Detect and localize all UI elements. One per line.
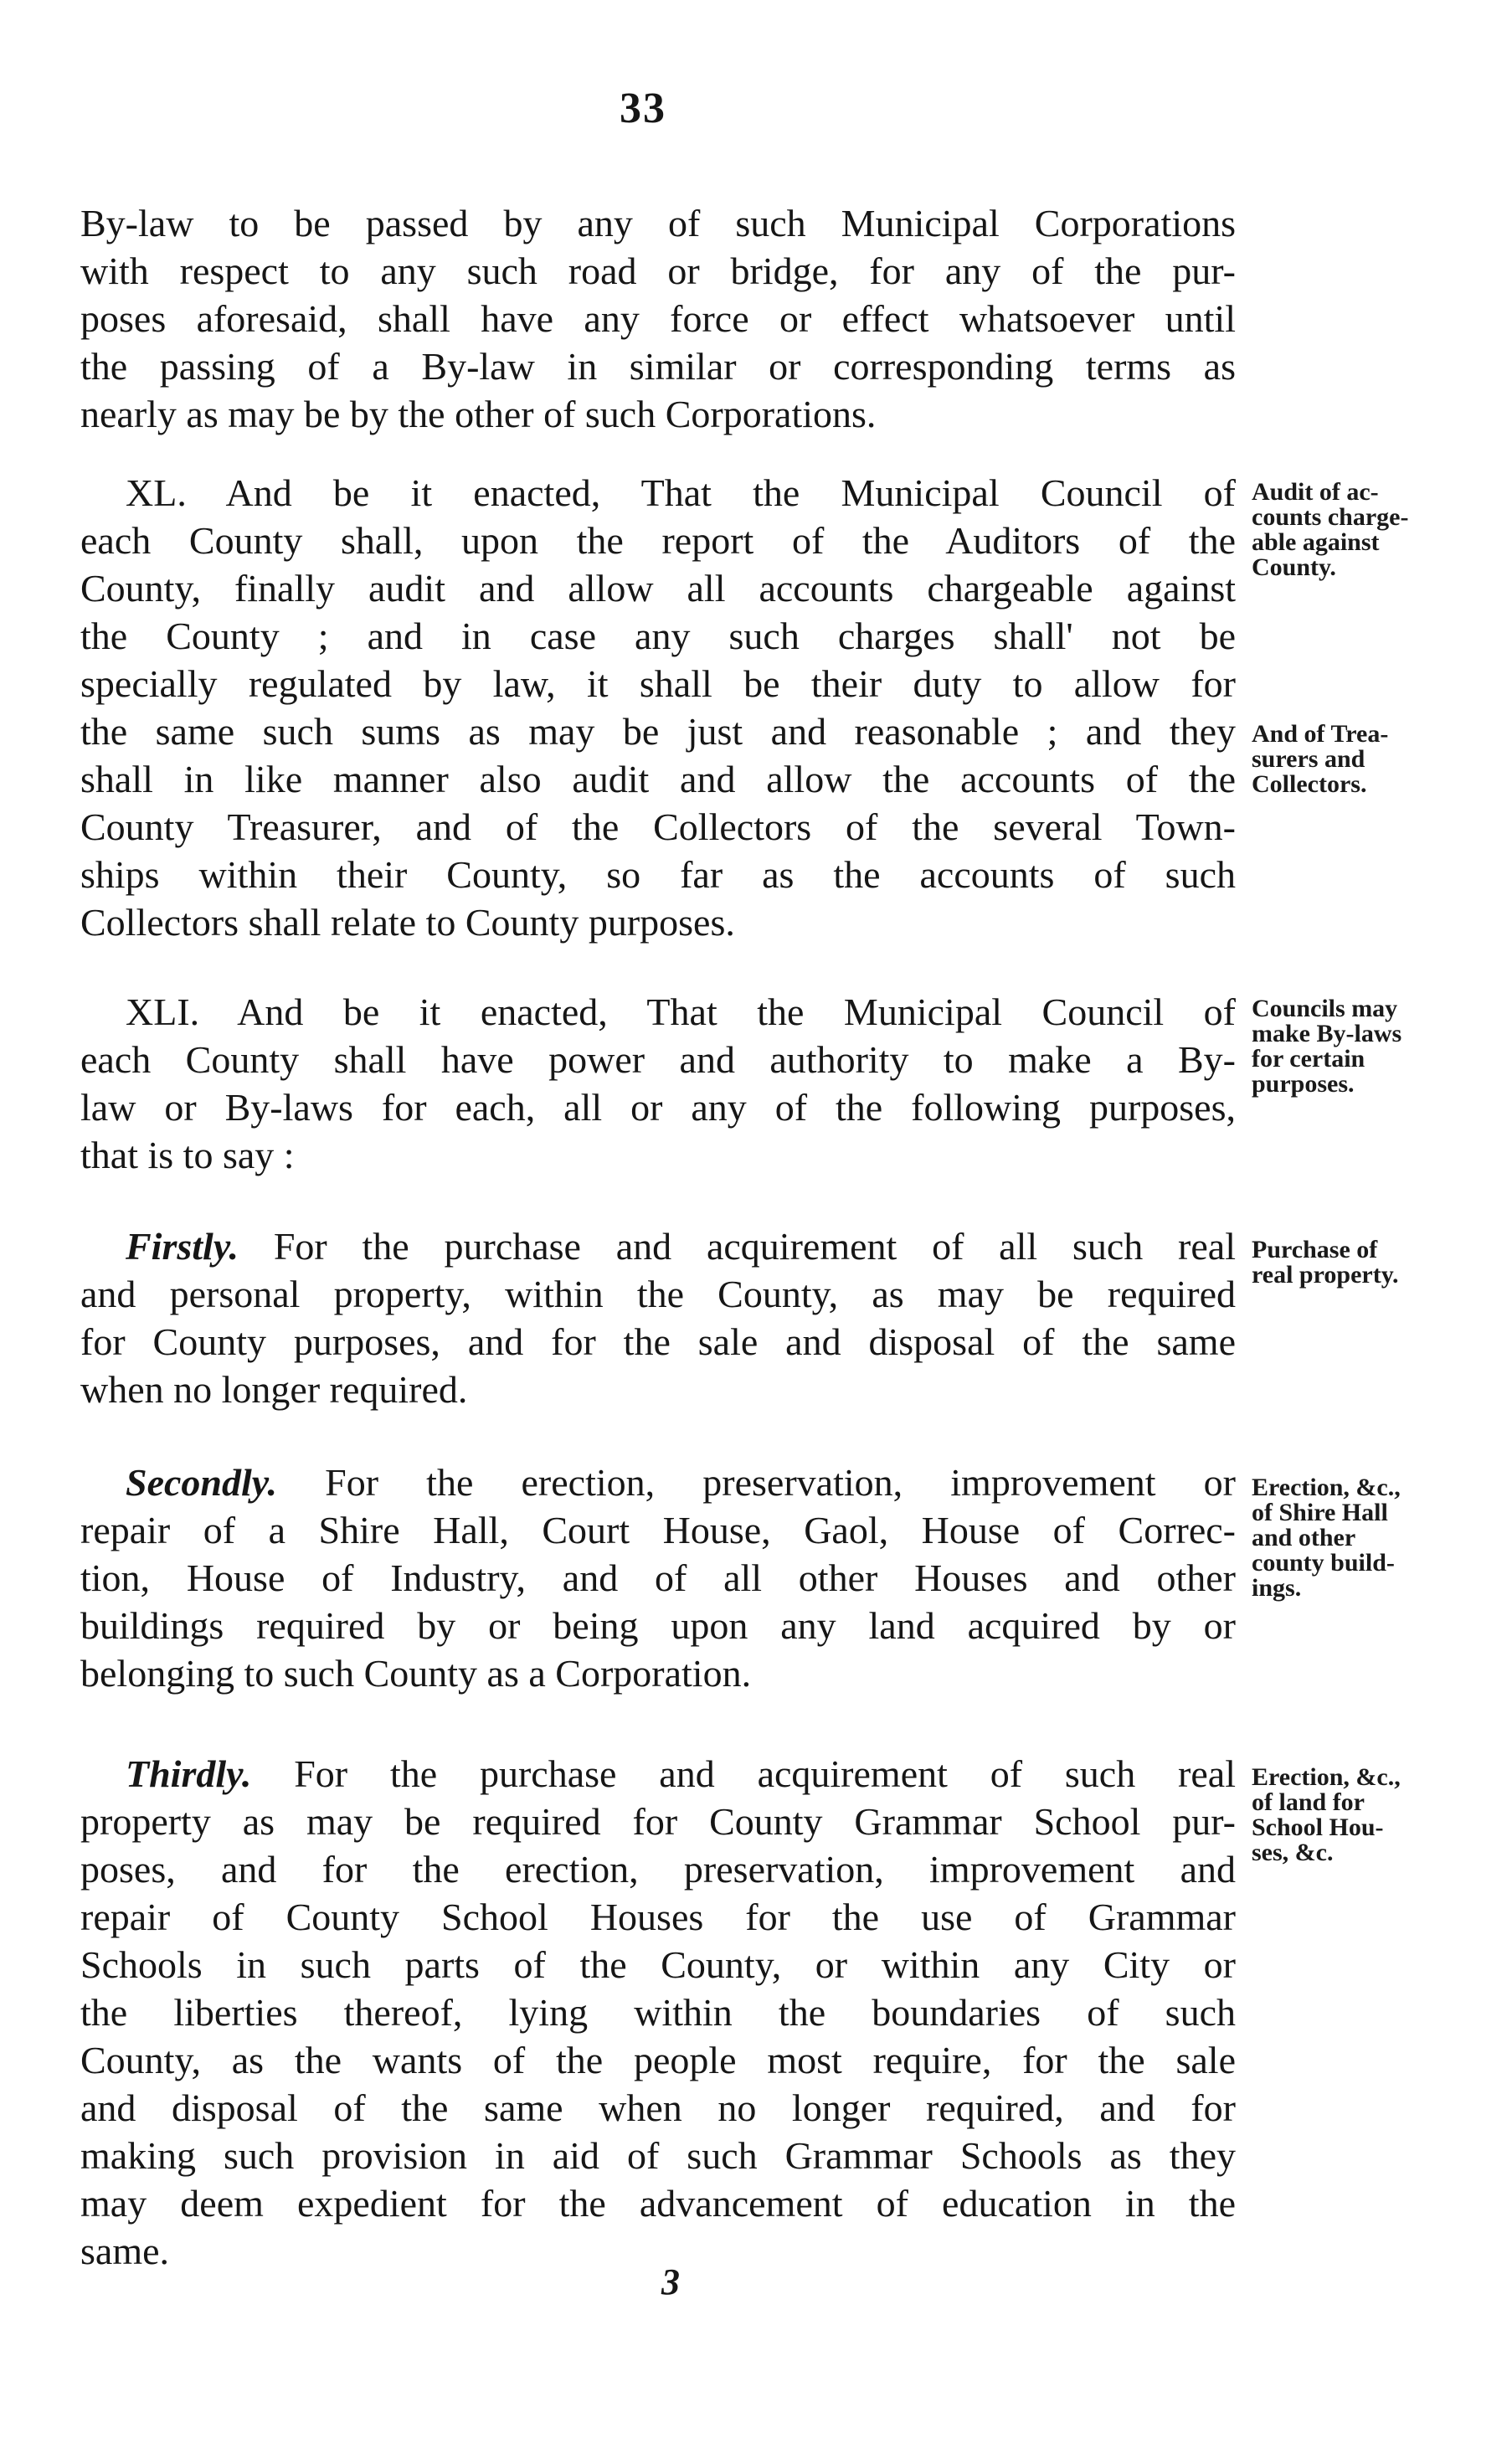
text-line: For the purchase and acquirement of all such real bbox=[239, 1225, 1236, 1268]
text-line: each County shall, upon the report of the Auditors of the bbox=[80, 519, 1236, 562]
text-line: the same such sums as may be just and reasonable ; and they bbox=[80, 710, 1236, 753]
margin-note-line: County. bbox=[1252, 553, 1336, 581]
section-xl bbox=[80, 469, 1236, 946]
margin-note-shire-hall bbox=[1252, 1475, 1478, 1601]
margin-note-line: Audit of ac- bbox=[1252, 478, 1379, 506]
margin-note-line: Purchase of bbox=[1252, 1236, 1378, 1263]
margin-note-line: of land for bbox=[1252, 1788, 1365, 1816]
text-line: same. bbox=[80, 2230, 170, 2272]
text-line: when no longer required. bbox=[80, 1368, 468, 1411]
margin-note-line: Councils may bbox=[1252, 995, 1398, 1022]
signature-mark: 3 bbox=[661, 2261, 680, 2302]
text-line: law or By-laws for each, all or any of the following purposes, bbox=[80, 1086, 1236, 1129]
margin-note-line: county build- bbox=[1252, 1549, 1395, 1577]
margin-note-line: counts charge- bbox=[1252, 503, 1409, 531]
margin-note-treasurers bbox=[1252, 722, 1478, 797]
margin-note-school-houses bbox=[1252, 1765, 1478, 1865]
text-line: nearly as may be by the other of such Corporations. bbox=[80, 393, 877, 435]
text-line: repair of a Shire Hall, Court House, Gaol, House of Correc- bbox=[80, 1509, 1236, 1551]
margin-note-line: for certain bbox=[1252, 1045, 1365, 1073]
margin-note-line: surers and bbox=[1252, 745, 1365, 773]
margin-note-line: ses, &c. bbox=[1252, 1839, 1334, 1866]
page-number: 33 bbox=[620, 85, 666, 132]
margin-note-line: real property. bbox=[1252, 1261, 1399, 1289]
text-line: for County purposes, and for the sale and disposal of the same bbox=[80, 1320, 1236, 1363]
text-line: the liberties thereof, lying within the boundaries of such bbox=[80, 1991, 1236, 2034]
text-line: County, as the wants of the people most require, for the sale bbox=[80, 2039, 1236, 2081]
text-line: For the erection, preservation, improvement or bbox=[277, 1461, 1236, 1504]
text-line: and disposal of the same when no longer required, and for bbox=[80, 2086, 1236, 2129]
text-line: belonging to such County as a Corporation. bbox=[80, 1652, 752, 1695]
text-line: Schools in such parts of the County, or within any City or bbox=[80, 1943, 1236, 1986]
paragraph-continuation bbox=[80, 199, 1236, 438]
margin-note-line: make By-laws bbox=[1252, 1020, 1402, 1047]
text-line: the passing of a By-law in similar or corresponding terms as bbox=[80, 345, 1236, 388]
text-line: making such provision in aid of such Grammar Schools as they bbox=[80, 2134, 1236, 2177]
text-line: poses, and for the erection, preservation, improvement and bbox=[80, 1848, 1236, 1891]
text-line: County, finally audit and allow all accounts chargeable against bbox=[80, 567, 1236, 610]
text-line: specially regulated by law, it shall be their duty to allow for bbox=[80, 662, 1236, 705]
margin-note-purchase bbox=[1252, 1237, 1478, 1288]
text-line: And be it enacted, That the Municipal Council of bbox=[199, 990, 1236, 1033]
text-line: ships within their County, so far as the accounts of such bbox=[80, 853, 1236, 896]
clause-heading: Thirdly. bbox=[126, 1752, 252, 1795]
text-line: And be it enacted, That the Municipal Council of bbox=[186, 471, 1236, 514]
clause-firstly bbox=[80, 1222, 1236, 1413]
clause-heading: Firstly. bbox=[126, 1225, 239, 1268]
margin-note-line: able against bbox=[1252, 528, 1380, 556]
margin-note-line: Collectors. bbox=[1252, 770, 1367, 798]
text-line: each County shall have power and authority to make a By- bbox=[80, 1038, 1236, 1081]
text-line: that is to say : bbox=[80, 1134, 295, 1176]
text-line: County Treasurer, and of the Collectors of the several Town- bbox=[80, 805, 1236, 848]
text-line: By-law to be passed by any of such Municipal Corporations bbox=[80, 202, 1236, 244]
text-line: with respect to any such road or bridge, for any of the pur- bbox=[80, 250, 1236, 292]
margin-note-line: And of Trea- bbox=[1252, 720, 1389, 748]
text-line: repair of County School Houses for the use of Grammar bbox=[80, 1896, 1236, 1938]
text-line: poses aforesaid, shall have any force or effect whatsoever until bbox=[80, 297, 1236, 340]
text-line: For the purchase and acquirement of such real bbox=[251, 1752, 1236, 1795]
text-line: may deem expedient for the advancement of education in the bbox=[80, 2182, 1236, 2225]
section-xli bbox=[80, 988, 1236, 1179]
text-line: Collectors shall relate to County purposes. bbox=[80, 901, 735, 944]
margin-note-line: Erection, &c., bbox=[1252, 1474, 1401, 1501]
section-number: XLI. bbox=[126, 990, 200, 1033]
margin-note-line: of Shire Hall bbox=[1252, 1499, 1388, 1526]
text-line: the County ; and in case any such charges shall' not be bbox=[80, 615, 1236, 657]
margin-note-line: School Hou- bbox=[1252, 1813, 1384, 1841]
text-line: shall in like manner also audit and allow the accounts of the bbox=[80, 758, 1236, 800]
margin-note-line: purposes. bbox=[1252, 1070, 1355, 1098]
margin-note-line: Erection, &c., bbox=[1252, 1763, 1401, 1791]
margin-note-line: ings. bbox=[1252, 1574, 1302, 1602]
text-line: and personal property, within the County, as may be required bbox=[80, 1273, 1236, 1315]
clause-thirdly bbox=[80, 1750, 1236, 2275]
section-number: XL. bbox=[126, 471, 187, 514]
margin-note-audit-accounts bbox=[1252, 480, 1478, 580]
text-line: tion, House of Industry, and of all other Houses and other bbox=[80, 1556, 1236, 1599]
clause-secondly bbox=[80, 1459, 1236, 1697]
text-line: buildings required by or being upon any land acquired by or bbox=[80, 1604, 1236, 1647]
clause-heading: Secondly. bbox=[126, 1461, 277, 1504]
margin-note-line: and other bbox=[1252, 1524, 1356, 1551]
margin-note-councils-bylaws bbox=[1252, 996, 1478, 1097]
text-line: property as may be required for County Grammar School pur- bbox=[80, 1800, 1236, 1843]
